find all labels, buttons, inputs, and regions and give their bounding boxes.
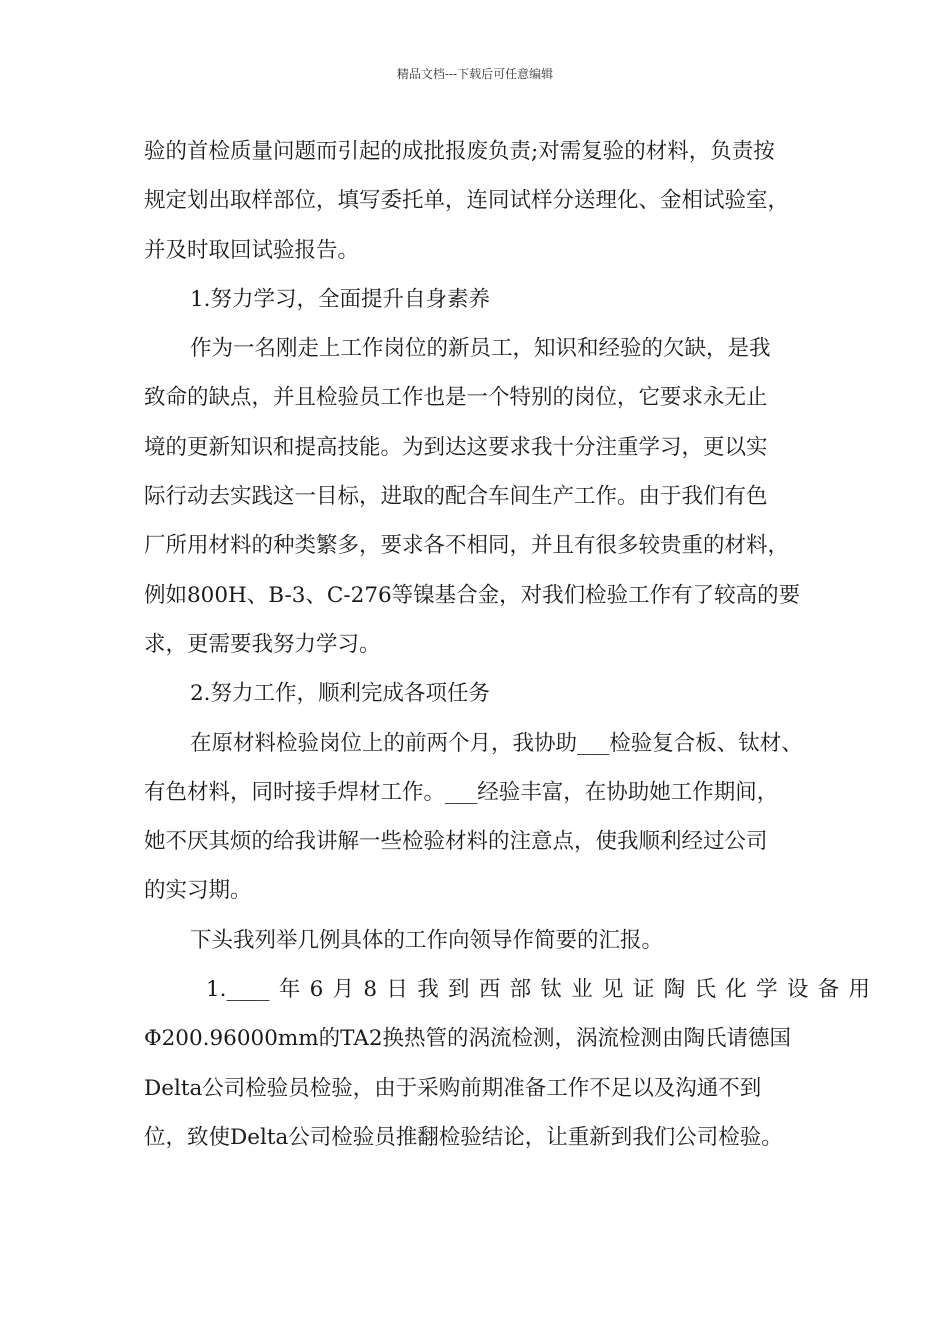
paragraph-line: 例如800H、B-3、C-276等镍基合金，对我们检验工作有了较高的要 (144, 582, 801, 608)
paragraph-line: 有色材料，同时接手焊材工作。___经验丰富，在协助她工作期间， (144, 779, 779, 805)
paragraph-line: Φ200.96000mm的TA2换热管的涡流检测，涡流检测由陶氏请德国 (144, 1026, 792, 1052)
section-heading: 1.努力学习，全面提升自身素养 (190, 286, 491, 312)
document-body (144, 127, 870, 1162)
section-heading: 2.努力工作，顺利完成各项任务 (190, 681, 491, 707)
paragraph-line: 作为一名刚走上工作岗位的新员工，知识和经验的欠缺，是我 (190, 336, 771, 362)
paragraph-line: 际行动去实践这一目标，进取的配合车间生产工作。由于我们有色 (144, 484, 768, 510)
paragraph-line: 规定划出取样部位，填写委托单，连同试样分送理化、金相试验室， (144, 188, 790, 214)
paragraph-line: 厂所用材料的种类繁多，要求各不相同，并且有很多较贵重的材料， (144, 533, 790, 559)
paragraph-line: 1.____年6月8日我到西部钛业见证陶氏化学设备用 (206, 977, 870, 1003)
paragraph-line: 境的更新知识和提高技能。为到达这要求我十分注重学习，更以实 (144, 434, 768, 460)
paragraph-line: 并及时取回试验报告。 (144, 237, 360, 263)
paragraph-line: 验的首检质量问题而引起的成批报废负责;对需复验的材料，负责按 (144, 139, 775, 164)
paragraph-line: 她不厌其烦的给我讲解一些检验材料的注意点，使我顺利经过公司 (144, 829, 768, 855)
page-header: 精品文档---下载后可任意编辑 (396, 67, 554, 81)
paragraph-line: 位，致使Delta公司检验员推翻检验结论，让重新到我们公司检验。 (144, 1124, 783, 1150)
paragraph-line: 的实习期。 (144, 878, 252, 904)
paragraph-line: 求，更需要我努力学习。 (144, 631, 381, 657)
paragraph-line: 在原材料检验岗位上的前两个月，我协助___检验复合板、钛材、 (190, 730, 803, 756)
paragraph-line: 致命的缺点，并且检验员工作也是一个特别的岗位，它要求永无止 (144, 385, 768, 411)
paragraph-line: Delta公司检验员检验，由于采购前期准备工作不足以及沟通不到 (144, 1075, 762, 1101)
paragraph-line: 下头我列举几例具体的工作向领导作简要的汇报。 (190, 927, 664, 953)
